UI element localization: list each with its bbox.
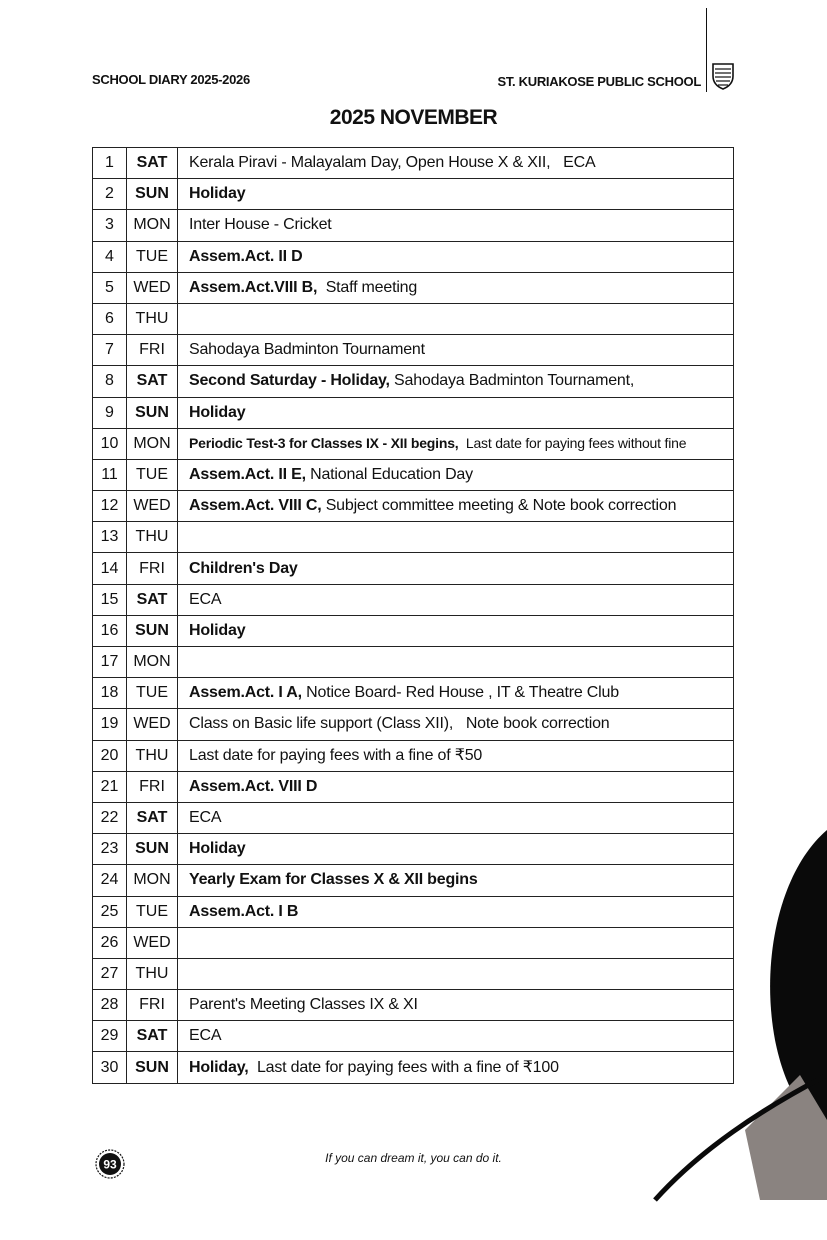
- date-number: 29: [93, 1021, 127, 1052]
- calendar-row: [93, 927, 734, 958]
- calendar-row: [93, 366, 734, 397]
- date-number: 10: [93, 428, 127, 459]
- event-cell: [178, 459, 734, 490]
- event-text: Sahodaya Badminton Tournament,: [389, 372, 635, 390]
- event-text: Staff meeting: [317, 278, 418, 296]
- event-cell: [178, 366, 734, 397]
- date-number: 21: [93, 771, 127, 802]
- weekday: WED: [127, 927, 178, 958]
- date-number: 9: [93, 397, 127, 428]
- event-text: Class on Basic life support (Class XII), Note book correction: [189, 715, 610, 733]
- weekday: FRI: [127, 771, 178, 802]
- weekday: THU: [127, 303, 178, 334]
- weekday: SUN: [127, 834, 178, 865]
- event-cell: [178, 491, 734, 522]
- event-highlight: Assem.Act. I B: [189, 902, 299, 920]
- weekday: FRI: [127, 553, 178, 584]
- event-highlight: Holiday: [189, 185, 246, 203]
- event-text: Last date for paying fees without fine: [458, 434, 687, 451]
- calendar-row: [93, 709, 734, 740]
- header-divider: [706, 8, 707, 92]
- date-number: 13: [93, 522, 127, 553]
- date-number: 2: [93, 179, 127, 210]
- weekday: SAT: [127, 584, 178, 615]
- weekday: TUE: [127, 896, 178, 927]
- event-cell: [178, 647, 734, 678]
- calendar-row: [93, 647, 734, 678]
- date-number: 11: [93, 459, 127, 490]
- page-title: 2025 NOVEMBER: [329, 106, 498, 129]
- event-text: Last date for paying fees with a fine of ₹50: [189, 746, 483, 764]
- calendar-row: [93, 678, 734, 709]
- event-text: Notice Board- Red House , IT & Theatre Club: [301, 684, 619, 702]
- event-highlight: Holiday: [189, 840, 246, 858]
- calendar-row: [93, 1021, 734, 1052]
- event-highlight: Holiday,: [189, 1058, 249, 1076]
- event-cell: [178, 148, 734, 179]
- calendar-row: [93, 210, 734, 241]
- calendar-row: [93, 553, 734, 584]
- date-number: 12: [93, 491, 127, 522]
- event-cell: [178, 241, 734, 272]
- weekday: WED: [127, 709, 178, 740]
- weekday: SAT: [127, 366, 178, 397]
- event-text: Last date for paying fees with a fine of ₹100: [248, 1058, 559, 1076]
- event-highlight: Children's Day: [189, 559, 298, 577]
- date-number: 26: [93, 927, 127, 958]
- school-crest-icon: [711, 62, 735, 90]
- calendar-row: [93, 335, 734, 366]
- event-cell: [178, 771, 734, 802]
- date-number: 19: [93, 709, 127, 740]
- event-highlight: Holiday: [189, 403, 246, 421]
- event-text: ECA: [189, 590, 222, 608]
- weekday: SUN: [127, 179, 178, 210]
- weekday: SAT: [127, 148, 178, 179]
- event-highlight: Assem.Act. I A,: [189, 684, 302, 702]
- weekday: SUN: [127, 1052, 178, 1083]
- diary-title: SCHOOL DIARY 2025-2026: [92, 72, 250, 87]
- event-cell: [178, 553, 734, 584]
- weekday: THU: [127, 740, 178, 771]
- calendar-row: [93, 491, 734, 522]
- date-number: 3: [93, 210, 127, 241]
- weekday: THU: [127, 522, 178, 553]
- weekday: TUE: [127, 241, 178, 272]
- weekday: TUE: [127, 678, 178, 709]
- event-cell: [178, 397, 734, 428]
- calendar-row: [93, 272, 734, 303]
- calendar-row: [93, 303, 734, 334]
- weekday: MON: [127, 647, 178, 678]
- event-text: ECA: [189, 1027, 222, 1045]
- calendar-row: [93, 958, 734, 989]
- weekday: SUN: [127, 615, 178, 646]
- date-number: 4: [93, 241, 127, 272]
- calendar-row: [93, 148, 734, 179]
- event-cell: [178, 678, 734, 709]
- weekday: MON: [127, 210, 178, 241]
- calendar-row: [93, 1052, 734, 1083]
- calendar-row: [93, 834, 734, 865]
- school-name: ST. KURIAKOSE PUBLIC SCHOOL: [497, 74, 701, 89]
- calendar-row: [93, 615, 734, 646]
- decorative-graphic: [650, 820, 827, 1240]
- date-number: 5: [93, 272, 127, 303]
- event-text: ECA: [189, 809, 222, 827]
- event-cell: [178, 740, 734, 771]
- event-cell: [178, 179, 734, 210]
- calendar-row: [93, 584, 734, 615]
- event-text: Subject committee meeting & Note book correction: [321, 497, 677, 515]
- event-highlight: Assem.Act. II E,: [189, 465, 306, 483]
- weekday: FRI: [127, 335, 178, 366]
- date-number: 16: [93, 615, 127, 646]
- calendar-row: [93, 896, 734, 927]
- date-number: 8: [93, 366, 127, 397]
- date-number: 7: [93, 335, 127, 366]
- event-cell: [178, 615, 734, 646]
- date-number: 25: [93, 896, 127, 927]
- calendar-row: [93, 428, 734, 459]
- weekday: THU: [127, 958, 178, 989]
- weekday: TUE: [127, 459, 178, 490]
- calendar-row: [93, 397, 734, 428]
- event-cell: [178, 335, 734, 366]
- event-text: Kerala Piravi - Malayalam Day, Open House X & XII, ECA: [189, 154, 596, 172]
- event-highlight: Yearly Exam for Classes X & XII begins: [189, 871, 478, 889]
- event-highlight: Assem.Act.VIII B,: [189, 278, 318, 296]
- calendar-row: [93, 990, 734, 1021]
- event-text: Sahodaya Badminton Tournament: [189, 341, 425, 359]
- event-highlight: Assem.Act. II D: [189, 247, 303, 265]
- date-number: 14: [93, 553, 127, 584]
- event-cell: [178, 303, 734, 334]
- weekday: MON: [127, 428, 178, 459]
- calendar-row: [93, 179, 734, 210]
- event-cell: [178, 709, 734, 740]
- calendar-row: [93, 802, 734, 833]
- weekday: SAT: [127, 1021, 178, 1052]
- motto-text: If you can dream it, you can do it.: [325, 1151, 502, 1165]
- event-highlight: Assem.Act. VIII C,: [189, 497, 322, 515]
- calendar-row: [93, 740, 734, 771]
- date-number: 22: [93, 802, 127, 833]
- event-highlight: Holiday: [189, 621, 246, 639]
- event-cell: [178, 210, 734, 241]
- date-number: 28: [93, 990, 127, 1021]
- page-number: 93: [103, 1157, 117, 1172]
- date-number: 18: [93, 678, 127, 709]
- weekday: WED: [127, 272, 178, 303]
- date-number: 20: [93, 740, 127, 771]
- weekday: WED: [127, 491, 178, 522]
- date-number: 30: [93, 1052, 127, 1083]
- event-text: Parent's Meeting Classes IX & XI: [189, 996, 418, 1014]
- calendar-row: [93, 865, 734, 896]
- weekday: SUN: [127, 397, 178, 428]
- weekday: SAT: [127, 802, 178, 833]
- calendar-row: [93, 522, 734, 553]
- calendar-row: [93, 459, 734, 490]
- date-number: 17: [93, 647, 127, 678]
- event-cell: [178, 584, 734, 615]
- weekday: MON: [127, 865, 178, 896]
- date-number: 27: [93, 958, 127, 989]
- date-number: 6: [93, 303, 127, 334]
- event-text: National Education Day: [305, 465, 473, 483]
- date-number: 24: [93, 865, 127, 896]
- date-number: 15: [93, 584, 127, 615]
- event-text: Inter House - Cricket: [189, 216, 332, 234]
- calendar-row: [93, 771, 734, 802]
- date-number: 23: [93, 834, 127, 865]
- weekday: FRI: [127, 990, 178, 1021]
- event-cell: [178, 522, 734, 553]
- event-cell: [178, 272, 734, 303]
- calendar-row: [93, 241, 734, 272]
- event-highlight: Assem.Act. VIII D: [189, 777, 318, 795]
- date-number: 1: [93, 148, 127, 179]
- event-highlight: Periodic Test-3 for Classes IX - XII begins,: [189, 434, 459, 451]
- event-cell: [178, 428, 734, 459]
- event-highlight: Second Saturday - Holiday,: [189, 372, 390, 390]
- calendar-table: [92, 147, 734, 1084]
